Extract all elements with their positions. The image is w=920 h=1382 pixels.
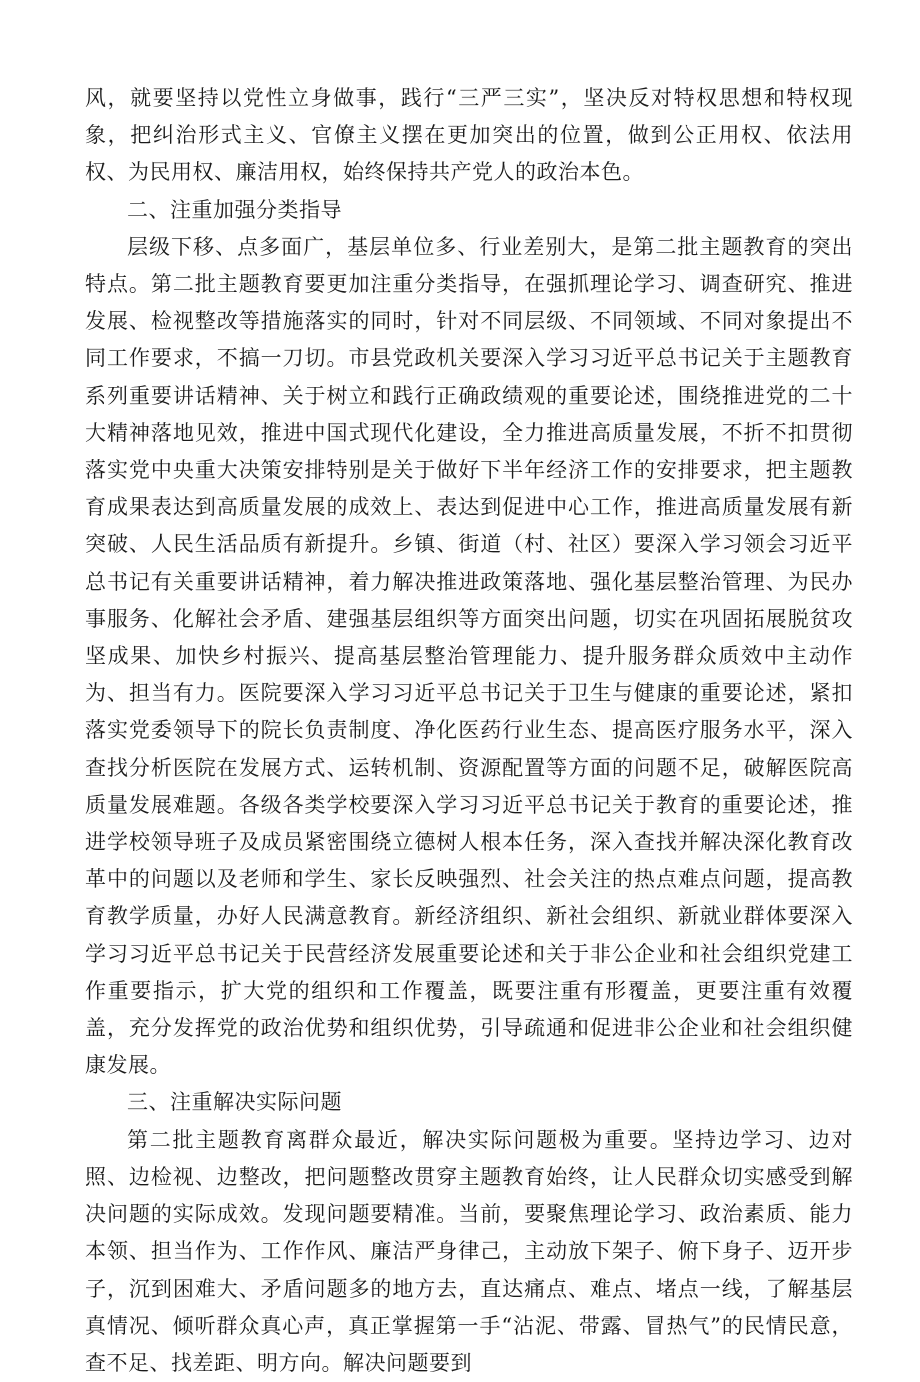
document-page (85, 80, 853, 1382)
section-heading-3: 三、注重解决实际问题 (127, 1090, 342, 1115)
body-paragraph-problems: 第二批主题教育离群众最近，解决实际问题极为重要。坚持边学习、边对照、边检视、边整改，把问题整改贯穿主题教育始终，让人民群众切实感受到解决问题的实际成效。发现问题要精准。当前，要聚焦理论学习、政治素质、能力本领、担当作为、工作作风、廉洁严身律己，主动放下架子、俯下身子、迈开步子，沉到困难大、矛盾问题多的地方去，直达痛点、难点、堵点一线，了解基层真情况、倾听群众真心声，真正掌握第一手“沾泥、带露、冒热气”的民情民意，查不足、找差距、明方向。解决问题要到 (85, 1127, 853, 1375)
section-heading-2: 二、注重加强分类指导 (127, 197, 342, 222)
body-paragraph-continuation: 风，就要坚持以党性立身做事，践行“三严三实”，坚决反对特权思想和特权现象，把纠治形式主义、官僚主义摆在更加突出的位置，做到公正用权、依法用权、为民用权、廉洁用权，始终保持共产党人的政治本色。 (85, 86, 853, 185)
body-paragraph-classification: 层级下移、点多面广，基层单位多、行业差别大，是第二批主题教育的突出特点。第二批主题教育要更加注重分类指导，在强抓理论学习、调查研究、推进发展、检视整改等措施落实的同时，针对不同层级、不同领域、不同对象提出不同工作要求，不搞一刀切。市县党政机关要深入学习习近平总书记关于主题教育系列重要讲话精神、关于树立和践行正确政绩观的重要论述，围绕推进党的二十大精神落地见效，推进中国式现代化建设，全力推进高质量发展，不折不扣贯彻落实党中央重大决策安排特别是关于做好下半年经济工作的安排要求，把主题教育成果表达到高质量发展的成效上、表达到促进中心工作，推进高质量发展有新突破、人民生活品质有新提升。乡镇、街道（村、社区）要深入学习领会习近平总书记有关重要讲话精神，着力解决推进政策落地、强化基层整治管理、为民办事服务、化解社会矛盾、建强基层组织等方面突出问题，切实在巩固拓展脱贫攻坚成果、加快乡村振兴、提高基层整治管理能力、提升服务群众质效中主动作为、担当有力。医院要深入学习习近平总书记关于卫生与健康的重要论述，紧扣落实党委领导下的院长负责制度、净化医药行业生态、提高医疗服务水平，深入查找分析医院在发展方式、运转机制、资源配置等方面的问题不足，破解医院高质量发展难题。各级各类学校要深入学习习近平总书记关于教育的重要论述，推进学校领导班子及成员紧密围绕立德树人根本任务，深入查找并解决深化教育改革中的问题以及老师和学生、家长反映强烈、社会关注的热点难点问题，提高教育教学质量，办好人民满意教育。新经济组织、新社会组织、新就业群体要深入学习习近平总书记关于民营经济发展重要论述和关于非公企业和社会组织党建工作重要指示，扩大党的组织和工作覆盖，既要注重有形覆盖，更要注重有效覆盖，充分发挥党的政治优势和组织优势，引导疏通和促进非公企业和社会组织健康发展。 (85, 234, 853, 1078)
